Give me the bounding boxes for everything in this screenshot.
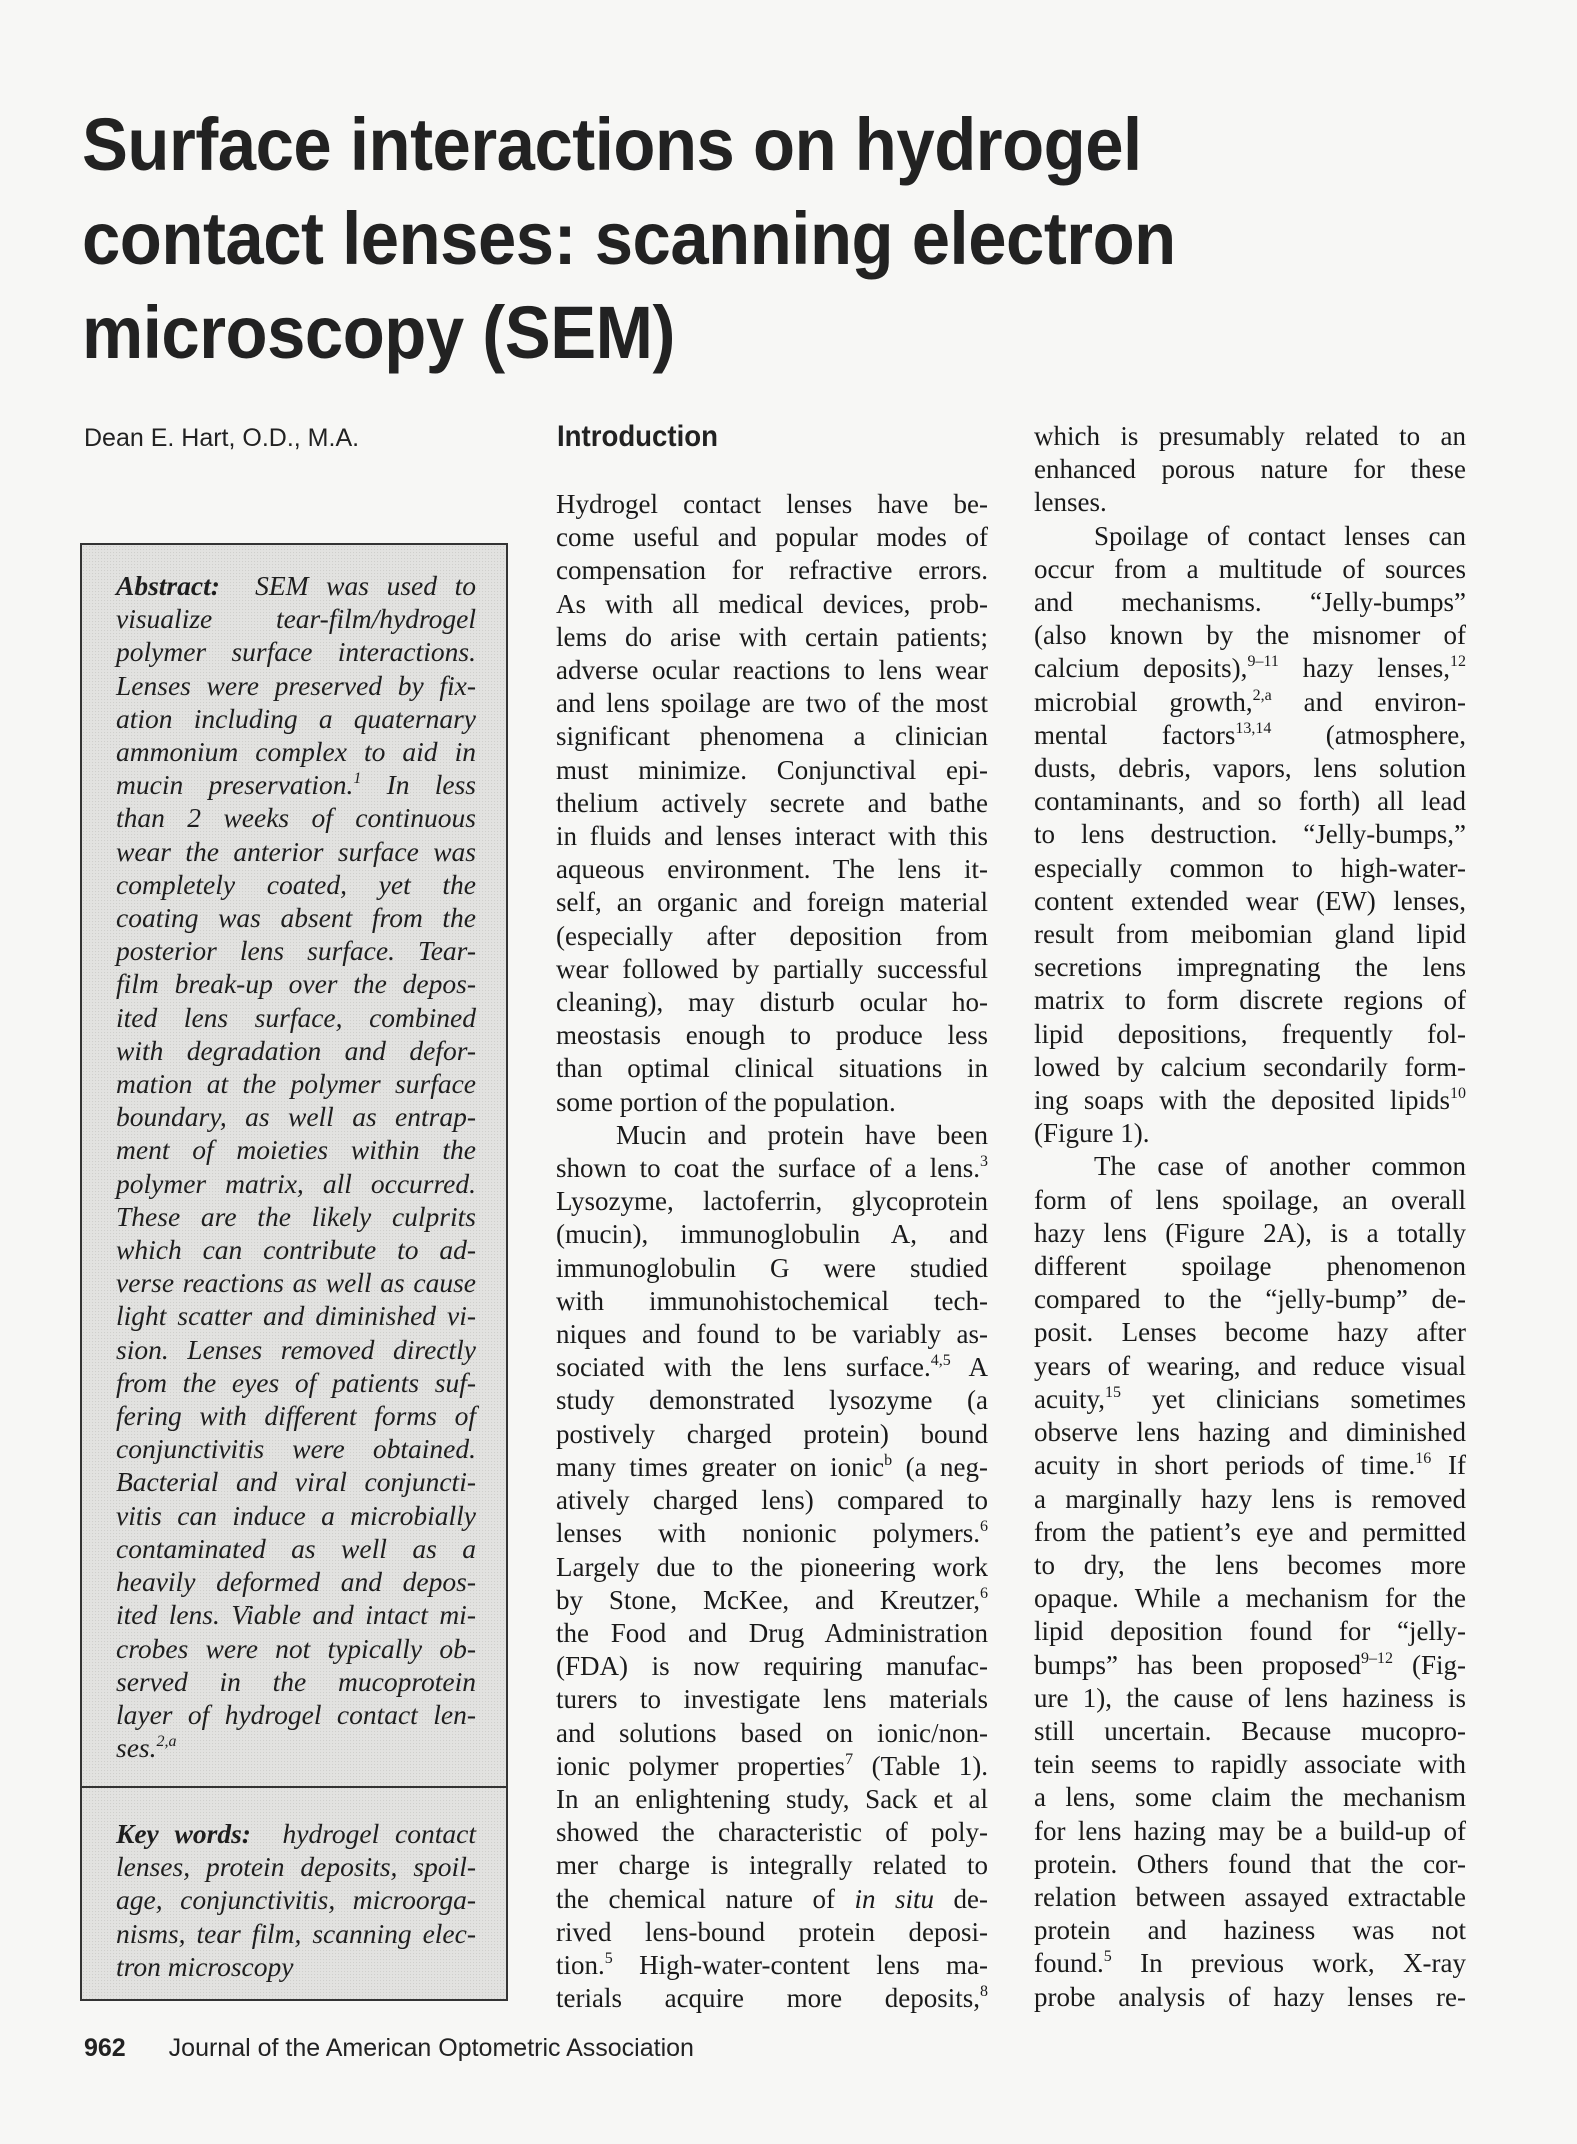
text-line: Largely due to the pioneering work [556,1551,988,1582]
text-line: than 2 weeks of continuous [116,802,476,834]
text-line: with immunohistochemical tech- [556,1285,988,1316]
text-line: ited lens. Viable and intact mi- [116,1599,476,1631]
text-line: from the patient’s eye and permitted [1034,1516,1466,1547]
text-line: self, an organic and foreign material [556,887,988,918]
text-line: shown to coat the surface of a lens.$^3$ [556,1153,988,1184]
article-title [82,98,1403,380]
text-line: lenses with nonionic polymers.$^6$ [556,1518,988,1549]
text-line: Lysozyme, lactoferrin, glycoprotein [556,1186,988,1217]
text-line: ation including a quaternary [116,702,476,734]
text-line: lems do arise with certain patients; [556,621,988,652]
text-line: and mechanisms. “Jelly-bumps” [1034,587,1466,618]
text-line: must minimize. Conjunctival epi- [556,754,988,785]
text-line: and solutions based on ionic/non- [556,1717,988,1748]
text-line: In an enlightening study, Sack et al [556,1783,988,1814]
text-line: sociated with the lens surface.$^{4,5}$ A [556,1352,988,1383]
text-line: film break-up over the depos- [116,968,476,1000]
text-line: wear followed by partially successful [556,953,988,984]
text-line: protein and haziness was not [1034,1915,1466,1946]
text-line: mucin preservation.$^1$ In less [116,769,476,801]
text-line: niques and found to be variably as- [556,1319,988,1350]
text-line: with degradation and defor- [116,1034,476,1066]
text-line: opaque. While a mechanism for the [1034,1583,1466,1614]
text-line: visualize tear-film/hydrogel [116,603,476,635]
text-line: lowed by calcium secondarily form- [1034,1051,1466,1082]
title-line: Surface interactions on hydrogel [82,103,1142,186]
text-line: polymer matrix, all occurred. [116,1167,476,1199]
body-column-right [1034,420,1466,2014]
text-line: protein. Others found that the cor- [1034,1848,1466,1879]
text-line: the chemical nature of in situ de- [556,1883,988,1914]
text-line: form of lens spoilage, an overall [1034,1184,1466,1215]
text-line: mation at the polymer surface [116,1068,476,1100]
text-line: content extended wear (EW) lenses, [1034,885,1466,916]
text-line: conjunctivitis were obtained. [116,1433,476,1465]
text-line: meostasis enough to produce less [556,1020,988,1051]
section-heading-introduction: Introduction [557,420,718,453]
abstract-divider [82,1786,506,1788]
text-line: found.$^5$ In previous work, X-ray [1034,1948,1466,1979]
text-line: wear the anterior surface was [116,835,476,867]
text-line: come useful and popular modes of [556,522,988,553]
text-line: lipid deposition found for “jelly- [1034,1616,1466,1647]
text-line: posit. Lenses become hazy after [1034,1317,1466,1348]
text-line: lipid depositions, frequently fol- [1034,1018,1466,1049]
title-line: contact lenses: scanning electron [82,197,1176,280]
page-number: 962 [84,2034,126,2062]
text-line: ionic polymer properties$^7$ (Table 1). [556,1750,988,1781]
text-line: compared to the “jelly-bump” de- [1034,1284,1466,1315]
text-line: turers to investigate lens materials [556,1684,988,1715]
text-line: hazy lens (Figure 2A), is a totally [1034,1217,1466,1248]
author-byline: Dean E. Hart, O.D., M.A. [84,424,360,452]
text-line: some portion of the population. [556,1086,896,1117]
text-line: mental factors$^{13,14}$ (atmosphere, [1034,719,1466,750]
text-line: study demonstrated lysozyme (a [556,1385,988,1416]
text-line: contaminated as well as a [116,1532,476,1564]
text-line: Spoilage of contact lenses can [1094,520,1466,551]
text-line: compensation for refractive errors. [556,555,988,586]
text-line: a marginally hazy lens is removed [1034,1483,1466,1514]
text-line: Hydrogel contact lenses have be- [556,489,988,519]
text-line: different spoilage phenomenon [1034,1251,1466,1282]
text-line: fering with different forms of [116,1400,476,1432]
text-line: Lenses were preserved by fix- [116,669,476,701]
text-line: boundary, as well as entrap- [116,1101,476,1133]
text-line: acuity,$^{15}$ yet clinicians sometimes [1034,1383,1466,1414]
text-line: ing soaps with the deposited lipids$^{10}$ [1034,1085,1466,1116]
text-line: probe analysis of hazy lenses re- [1034,1981,1466,2012]
text-line: which is presumably related to an [1034,421,1466,451]
text-line: secretions impregnating the lens [1034,952,1466,983]
abstract-box [80,543,508,2001]
text-line: significant phenomena a clinician [556,721,988,752]
text-line: lenses, protein deposits, spoil- [116,1851,476,1883]
text-line: tein seems to rapidly associate with [1034,1749,1466,1780]
text-line: the Food and Drug Administration [556,1617,988,1648]
text-line: result from meibomian gland lipid [1034,919,1466,950]
text-line: acuity in short periods of time.$^{16}$ If [1034,1450,1467,1481]
text-line: The case of another common [1094,1151,1466,1182]
text-line: completely coated, yet the [116,868,476,900]
text-line: served in the mucoprotein [116,1665,476,1697]
text-line: layer of hydrogel contact len- [116,1698,476,1730]
text-line: verse reactions as well as cause [116,1267,476,1299]
text-line: rived lens-bound protein deposi- [556,1916,988,1947]
text-line: coating was absent from the [116,902,476,934]
text-line: nisms, tear film, scanning elec- [116,1917,476,1949]
text-line: crobes were not typically ob- [116,1632,476,1664]
text-line: Key words: hydrogel contact [116,1818,476,1849]
text-line: years of wearing, and reduce visual [1034,1350,1466,1381]
text-line: (especially after deposition from [556,920,988,951]
text-line: postively charged protein) bound [556,1418,988,1449]
text-line: relation between assayed extractable [1034,1881,1466,1912]
text-line: immunoglobulin G were studied [556,1252,988,1283]
text-line: (also known by the misnomer of [1034,620,1466,651]
text-line: thelium actively secrete and bathe [556,787,988,818]
text-line: atively charged lens) compared to [556,1485,988,1516]
text-line: observe lens hazing and diminished [1034,1417,1466,1448]
text-line: ses.$^{2,a}$ [116,1732,177,1764]
text-line: cleaning), may disturb ocular ho- [556,987,988,1018]
text-line: ment of moieties within the [116,1134,476,1166]
text-line: (Figure 1). [1034,1118,1150,1149]
text-line: showed the characteristic of poly- [556,1817,988,1848]
text-line: many times greater on ionic$^b$ (a neg- [556,1451,989,1482]
text-line: matrix to form discrete regions of [1034,985,1466,1016]
body-column-middle [556,488,988,2015]
text-line: These are the likely culprits [116,1200,476,1232]
text-line: mer charge is integrally related to [556,1850,988,1881]
text-line: Abstract: SEM was used to [116,570,476,601]
text-line: polymer surface interactions. [116,636,476,668]
text-line: (FDA) is now requiring manufac- [556,1651,988,1682]
text-line: sion. Lenses removed directly [116,1333,476,1365]
text-line: adverse ocular reactions to lens wear [556,655,988,686]
text-line: and lens spoilage are two of the most [556,688,988,719]
text-line: tion.$^5$ High-water-content lens ma- [556,1949,988,1980]
text-line: age, conjunctivitis, microorga- [116,1884,476,1916]
text-line: ure 1), the cause of lens haziness is [1034,1682,1466,1713]
text-line: contaminants, and so forth) all lead [1034,786,1466,817]
text-line: aqueous environment. The lens it- [556,854,988,885]
text-line: heavily deformed and depos- [116,1566,476,1598]
keywords-section [82,1817,506,1983]
text-line: Bacterial and viral conjuncti- [116,1466,476,1498]
text-line: still uncertain. Because mucopro- [1034,1715,1466,1746]
text-line: which can contribute to ad- [116,1234,476,1266]
text-line: Mucin and protein have been [616,1119,988,1150]
text-line: posterior lens surface. Tear- [116,935,476,967]
text-line: by Stone, McKee, and Kreutzer,$^6$ [556,1584,988,1615]
text-line: dusts, debris, vapors, lens solution [1034,753,1466,784]
section-label: Abstract: [116,570,256,601]
text-line: (mucin), immunoglobulin A, and [556,1219,988,1250]
text-line: microbial growth,$^{2,a}$ and environ- [1034,686,1466,717]
text-line: As with all medical devices, prob- [556,588,988,619]
text-line: tron microscopy [116,1950,294,1982]
text-line: bumps” has been proposed$^{9-12}$ (Fig- [1034,1649,1466,1680]
text-line: than optimal clinical situations in [556,1053,988,1084]
text-line: from the eyes of patients suf- [116,1366,476,1398]
section-label: Key words: [116,1818,283,1849]
text-line: especially common to high-water- [1034,852,1466,883]
page-footer [84,2034,694,2063]
text-line: vitis can induce a microbially [116,1499,476,1531]
text-line: ited lens surface, combined [116,1001,476,1033]
text-line: ammonium complex to aid in [116,736,476,768]
text-line: a lens, some claim the mechanism [1034,1782,1466,1813]
text-line: terials acquire more deposits,$^8$ [556,1983,988,2014]
text-line: lenses. [1034,487,1107,518]
title-line: microscopy (SEM) [82,291,675,374]
text-line: occur from a multitude of sources [1034,553,1466,584]
text-line: to lens destruction. “Jelly-bumps,” [1034,819,1466,850]
text-line: in fluids and lenses interact with this [556,821,988,852]
text-line: to dry, the lens becomes more [1034,1549,1466,1580]
text-line: light scatter and diminished vi- [116,1300,476,1332]
abstract-section [82,569,506,1764]
journal-name: Journal of the American Optometric Association [168,2034,694,2062]
text-line: calcium deposits),$^{9-11}$ hazy lenses,$^{12}$ [1034,653,1467,684]
text-line: for lens hazing may be a build-up of [1034,1815,1466,1846]
text-line: enhanced porous nature for these [1034,454,1466,485]
